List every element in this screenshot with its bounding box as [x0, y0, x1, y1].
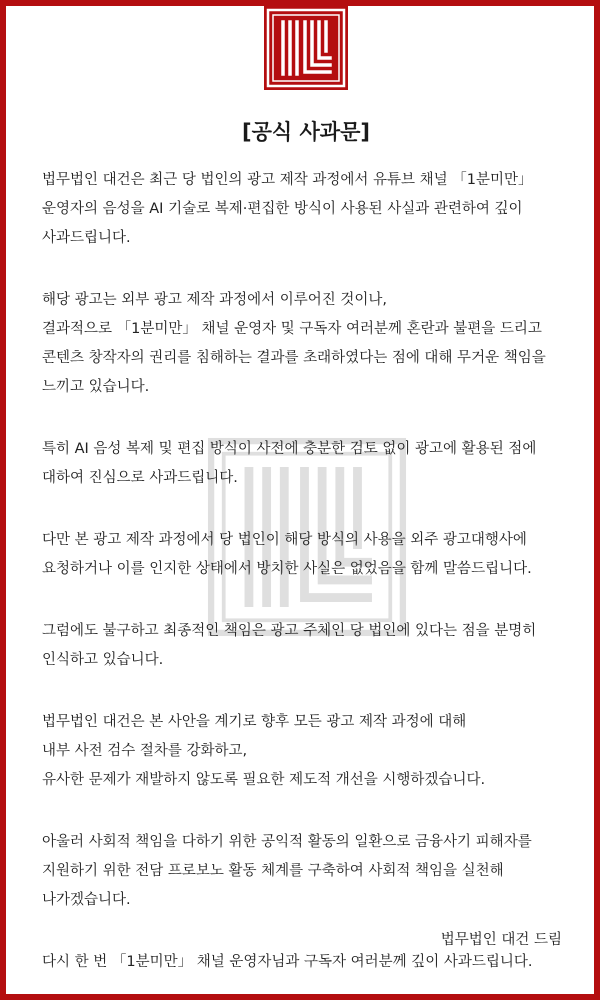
paragraph: [42, 435, 582, 493]
paragraph-line: 결과적으로 「1분미만」 채널 운영자 및 구독자 여러분께 혼란과 불편을 드리고: [42, 321, 542, 337]
paragraph-line: 콘텐츠 창작자의 권리를 침해하는 결과를 초래하였다는 점에 대해 무거운 책임을: [42, 350, 546, 366]
paragraph: [42, 286, 582, 402]
paragraph-line: 내부 사전 검수 절차를 강화하고,: [42, 743, 248, 759]
paragraph-line: 해당 광고는 외부 광고 제작 과정에서 이루어진 것이나,: [42, 292, 388, 308]
paragraph: [42, 828, 582, 915]
paragraph-line: 운영자의 음성을 AI 기술로 복제·편집한 방식이 사용된 사실과 관련하여 깊이: [42, 201, 523, 217]
paragraph-line: 특히 AI 음성 복제 및 편집 방식이 사전에 충분한 검토 없이 광고에 활용된 점에: [42, 441, 537, 457]
signature: 법무법인 대건 드림: [440, 932, 562, 948]
document-title: [공식 사과문]: [242, 120, 370, 144]
paragraph: [42, 526, 582, 584]
paragraph-line: 나가겠습니다.: [42, 892, 131, 908]
paragraph-line: 법무법인 대건은 최근 당 법인의 광고 제작 과정에서 유튜브 채널 「1분미만」: [42, 172, 533, 188]
document-body: [42, 166, 582, 1000]
paragraph-line: 다시 한 번 「1분미만」 채널 운영자님과 구독자 여러분께 깊이 사과드립니다.: [42, 954, 533, 970]
paragraph: [42, 617, 582, 675]
firm-logo-icon: [264, 6, 348, 90]
paragraph-line: 법무법인 대건은 본 사안을 계기로 향후 모든 광고 제작 과정에 대해: [42, 714, 467, 730]
paragraph-line: 다만 본 광고 제작 과정에서 당 법인이 해당 방식의 사용을 외주 광고대행사에: [42, 532, 527, 548]
paragraph-line: 인식하고 있습니다.: [42, 652, 164, 668]
paragraph-line: 요청하거나 이를 인지한 상태에서 방치한 사실은 없었음을 함께 말씀드립니다.: [42, 561, 532, 577]
paragraph-line: 대하여 진심으로 사과드립니다.: [42, 470, 238, 486]
paragraph-line: 아울러 사회적 책임을 다하기 위한 공익적 활동의 일환으로 금융사기 피해자를: [42, 834, 532, 850]
paragraph: [42, 708, 582, 795]
paragraph-line: 느끼고 있습니다.: [42, 379, 150, 395]
paragraph-line: 그럼에도 불구하고 최종적인 책임은 광고 주체인 당 법인에 있다는 점을 분명히: [42, 623, 537, 639]
paragraph-line: 지원하기 위한 전담 프로보노 활동 체계를 구축하여 사회적 책임을 실천해: [42, 863, 504, 879]
paragraph: [42, 166, 582, 253]
paragraph-line: 사과드립니다.: [42, 230, 131, 246]
paragraph-line: 유사한 문제가 재발하지 않도록 필요한 제도적 개선을 시행하겠습니다.: [42, 772, 486, 788]
